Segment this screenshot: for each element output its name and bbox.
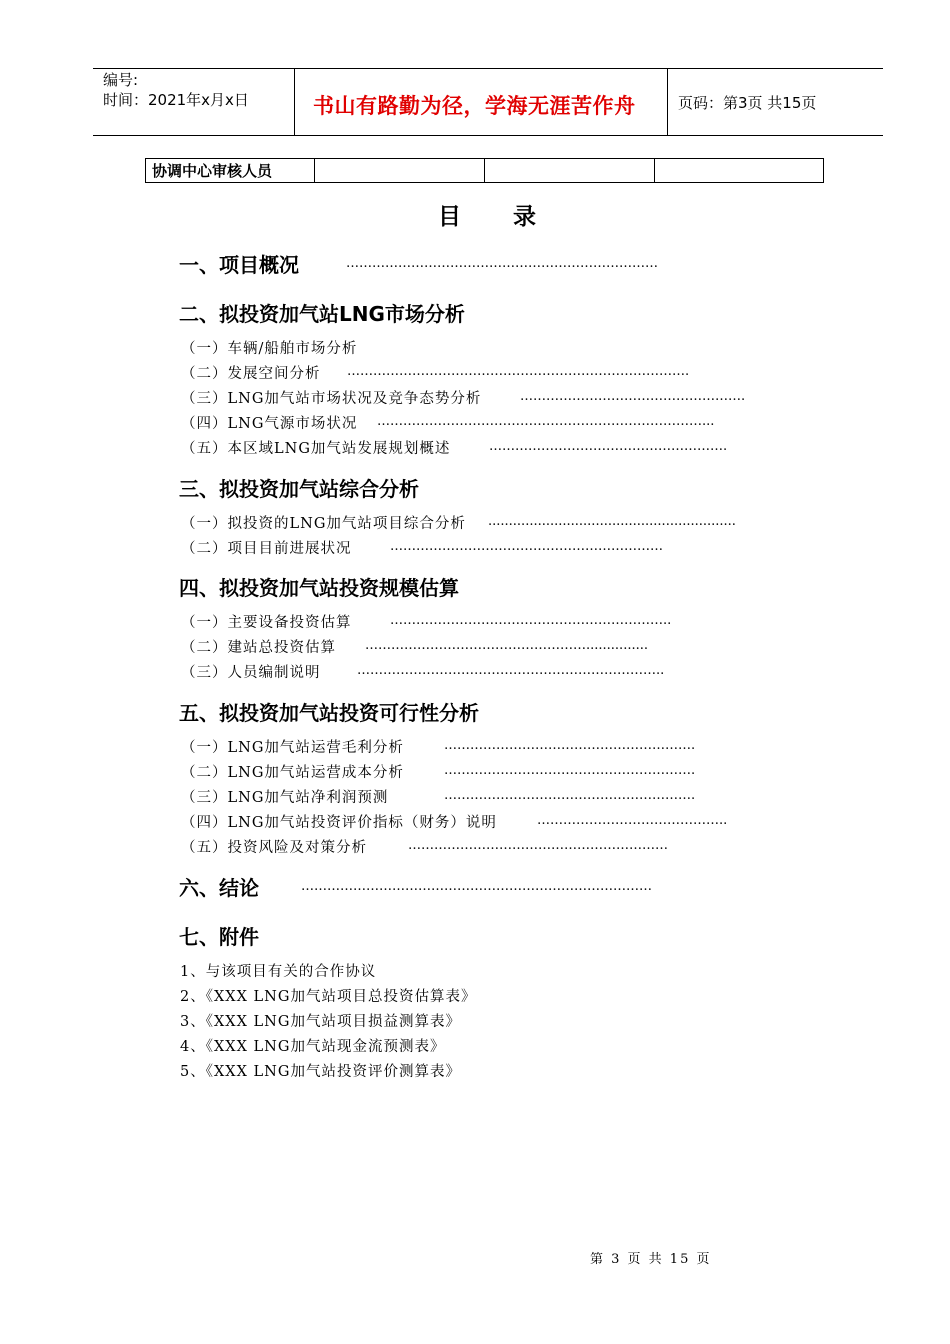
toc-leader-dots: …………………………………………………. [444, 788, 696, 803]
appendix-item: 4、《XXX LNG加气站现金流预测表》 [180, 1039, 446, 1055]
toc-title: 目录 [438, 204, 588, 230]
appendix-item: 3、《XXX LNG加气站项目损益测算表》 [180, 1014, 461, 1030]
review-signature-cell [485, 159, 655, 182]
toc-section-title: 二、拟投资加气站LNG市场分析 [179, 302, 465, 326]
header-top-rule [93, 68, 883, 69]
toc-leader-dots: …………………………………………………………………... [377, 414, 715, 429]
toc-leader-dots: ……………………………………………………………………… [301, 879, 652, 894]
toc-item: （二）建站总投资估算 [181, 640, 336, 656]
header-page-label: 页码：第3页 共15页 [678, 94, 817, 112]
toc-leader-dots: ……………………………………………............... [365, 638, 648, 653]
header-bottom-rule [93, 135, 883, 136]
toc-section-title: 五、拟投资加气站投资可行性分析 [179, 701, 479, 725]
toc-item: （一）拟投资的LNG加气站项目综合分析 [181, 516, 466, 532]
toc-item: （一）车辆/船舶市场分析 [181, 341, 358, 357]
document-number-label: 编号: [103, 71, 139, 89]
document-time-label: 时间：2021年x月x日 [103, 91, 249, 109]
toc-item: （五）投资风险及对策分析 [181, 840, 367, 856]
toc-leader-dots: ……………………………………………………………… [346, 256, 658, 271]
review-table [145, 158, 824, 183]
appendix-item: 5、《XXX LNG加气站投资评价测算表》 [180, 1064, 461, 1080]
toc-item: （二）项目目前进展状况 [181, 541, 352, 557]
appendix-item: 2、《XXX LNG加气站项目总投资估算表》 [180, 989, 477, 1005]
page-footer: 第 3 页 共 15 页 [590, 1252, 712, 1267]
header-divider [667, 68, 668, 135]
header-divider [294, 68, 295, 135]
toc-section-title: 七、附件 [179, 925, 259, 949]
review-label: 协调中心审核人员 [152, 162, 273, 180]
toc-section-title: 四、拟投资加气站投资规模估算 [179, 576, 459, 600]
toc-leader-dots: ……………………………………………. [520, 389, 746, 404]
review-signature-cell [655, 159, 823, 182]
toc-leader-dots: …………………………………………………… [408, 838, 668, 853]
toc-item: （三）LNG加气站净利润预测 [181, 790, 389, 806]
toc-leader-dots: …………………………………………………………….. [357, 663, 665, 678]
toc-item: （一）主要设备投资估算 [181, 615, 352, 631]
toc-section-title: 一、项目概况 [179, 253, 299, 277]
toc-leader-dots: …………………………………………………. [444, 763, 696, 778]
toc-leader-dots: ……………………………………………………….. [390, 613, 672, 628]
toc-item: （三）LNG加气站市场状况及竞争态势分析 [181, 391, 482, 407]
toc-leader-dots: ……………………………………………………… [390, 539, 663, 554]
toc-item: （五）本区域LNG加气站发展规划概述 [181, 441, 451, 457]
toc-item: （二）LNG加气站运营成本分析 [181, 765, 404, 781]
toc-leader-dots: ………………………………………………. [489, 439, 728, 454]
toc-item: （四）LNG加气站投资评价指标（财务）说明 [181, 815, 497, 831]
toc-item: （二）发展空间分析 [181, 366, 321, 382]
toc-leader-dots: ……………………………………………………………………. [347, 364, 690, 379]
review-label-cell [146, 159, 315, 182]
toc-leader-dots: ............................................................ [488, 514, 736, 529]
toc-item: （四）LNG气源市场状况 [181, 416, 358, 432]
appendix-item: 1、与该项目有关的合作协议 [180, 964, 377, 980]
review-signature-cell [315, 159, 485, 182]
toc-leader-dots: …………………………………….. [537, 813, 728, 828]
toc-section-title: 六、结论 [179, 876, 259, 900]
toc-leader-dots: …………………………………………………. [444, 738, 696, 753]
header-motto: 书山有路勤为径，学海无涯苦作舟 [313, 94, 636, 118]
toc-item: （三）人员编制说明 [181, 665, 321, 681]
toc-item: （一）LNG加气站运营毛利分析 [181, 740, 404, 756]
toc-section-title: 三、拟投资加气站综合分析 [179, 477, 419, 501]
